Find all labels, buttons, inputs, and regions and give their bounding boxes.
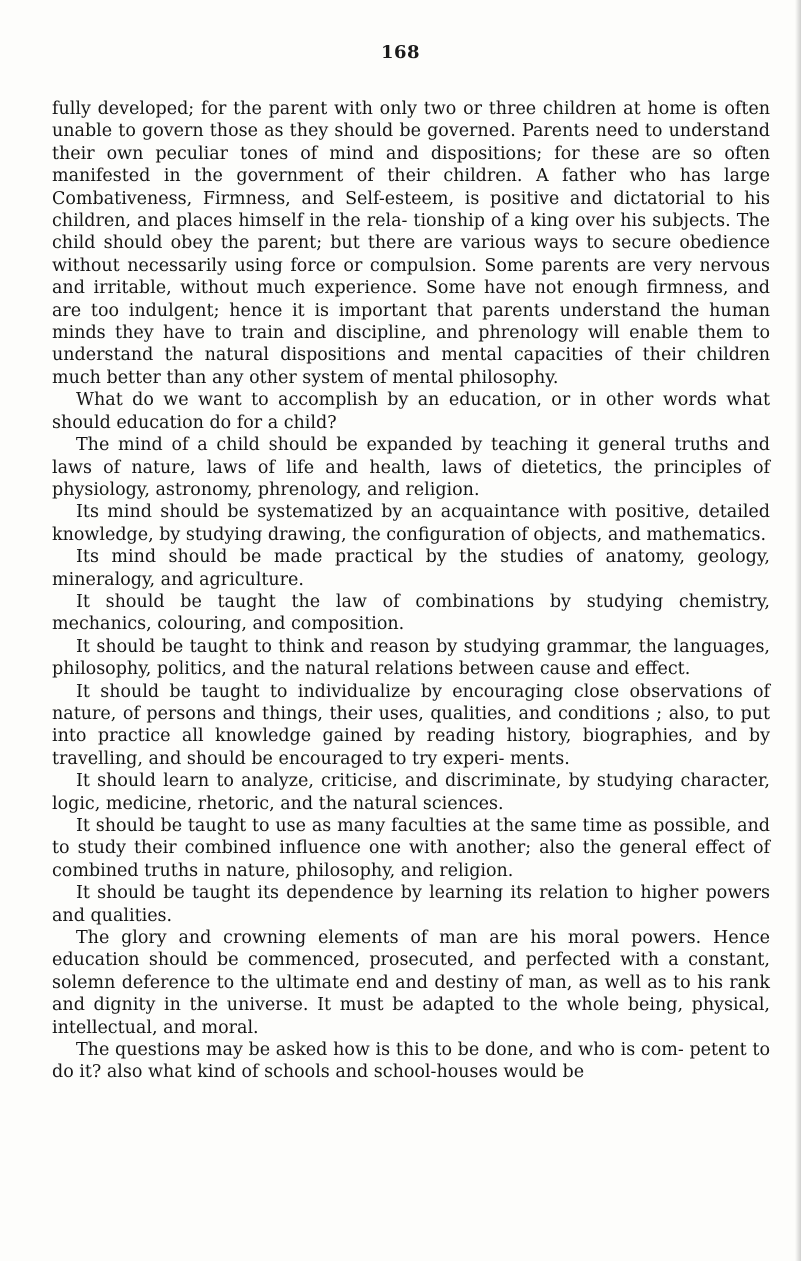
paragraph-1: fully developed; for the parent with only two or three children at home is often unable to govern those as they should be governed. Parents need to understand their own peculiar tones of mind and dispositions; for these are so often manifested in the government of their children. A father who has large Combativeness, Firmness, and Self-esteem, is positive and dictatorial to his children, and places himself in the rela- tionship of a king over his subjects. The child should obey the parent; but there are various ways to secure obedience without necessarily using force or compulsion. Some parents are very nervous and irritable, without much experience. Some have not enough firmness, and are too indulgent; hence it is important that parents understand the human minds they have to train and discipline, and phrenology will enable them to understand the natural dispositions and mental capacities of their children much better than any other system of mental philosophy. bbox=[52, 99, 770, 388]
paragraph-12: The glory and crowning elements of man are his moral powers. Hence education should be commenced, prosecuted, and perfected with a constant, solemn deference to the ultimate end and destiny of man, as well as to his rank and dignity in the universe. It must be adapted to the whole being, physical, intellectual, and moral. bbox=[52, 928, 770, 1038]
paragraph-7: It should be taught to think and reason by studying grammar, the languages, philosophy, politics, and the natural relations between cause and effect. bbox=[52, 636, 770, 680]
paragraph-13: The questions may be asked how is this to be done, and who is com- petent to do it? also what kind of schools and school-houses would be bbox=[52, 1040, 770, 1083]
paragraph-5: Its mind should be made practical by the studies of anatomy, geology, mineralogy, and agriculture. bbox=[52, 547, 770, 590]
page-number: 168 bbox=[380, 42, 421, 63]
paragraph-2: What do we want to accomplish by an education, or in other words what should education do for a child? bbox=[52, 390, 770, 433]
paragraph-9: It should learn to analyze, criticise, and discriminate, by studying character, logic, medicine, rhetoric, and the natural sciences. bbox=[52, 771, 770, 814]
body-text bbox=[52, 98, 770, 1084]
paragraph-11: It should be taught its dependence by learning its relation to higher powers and qualities. bbox=[52, 883, 770, 926]
page-edge-shadow bbox=[795, 0, 801, 1261]
paragraph-10: It should be taught to use as many faculties at the same time as possible, and to study their combined influence one with another; also the general effect of combined truths in nature, philosophy, and religion. bbox=[52, 816, 770, 881]
paragraph-8: It should be taught to individualize by encouraging close observations of nature, of persons and things, their uses, qualities, and conditions ; also, to put into practice all knowledge gained by reading history, biographies, and by travelling, and should be encouraged to try experi- ments. bbox=[52, 681, 770, 769]
paragraph-3: The mind of a child should be expanded by teaching it general truths and laws of nature, laws of life and health, laws of dietetics, the principles of physiology, astronomy, phrenology, and religion. bbox=[52, 435, 770, 500]
paragraph-6: It should be taught the law of combinations by studying chemistry, mechanics, colouring, and composition. bbox=[52, 591, 770, 635]
paragraph-4: Its mind should be systematized by an acquaintance with positive, detailed knowledge, by studying drawing, the configuration of objects, and mathematics. bbox=[52, 502, 770, 545]
